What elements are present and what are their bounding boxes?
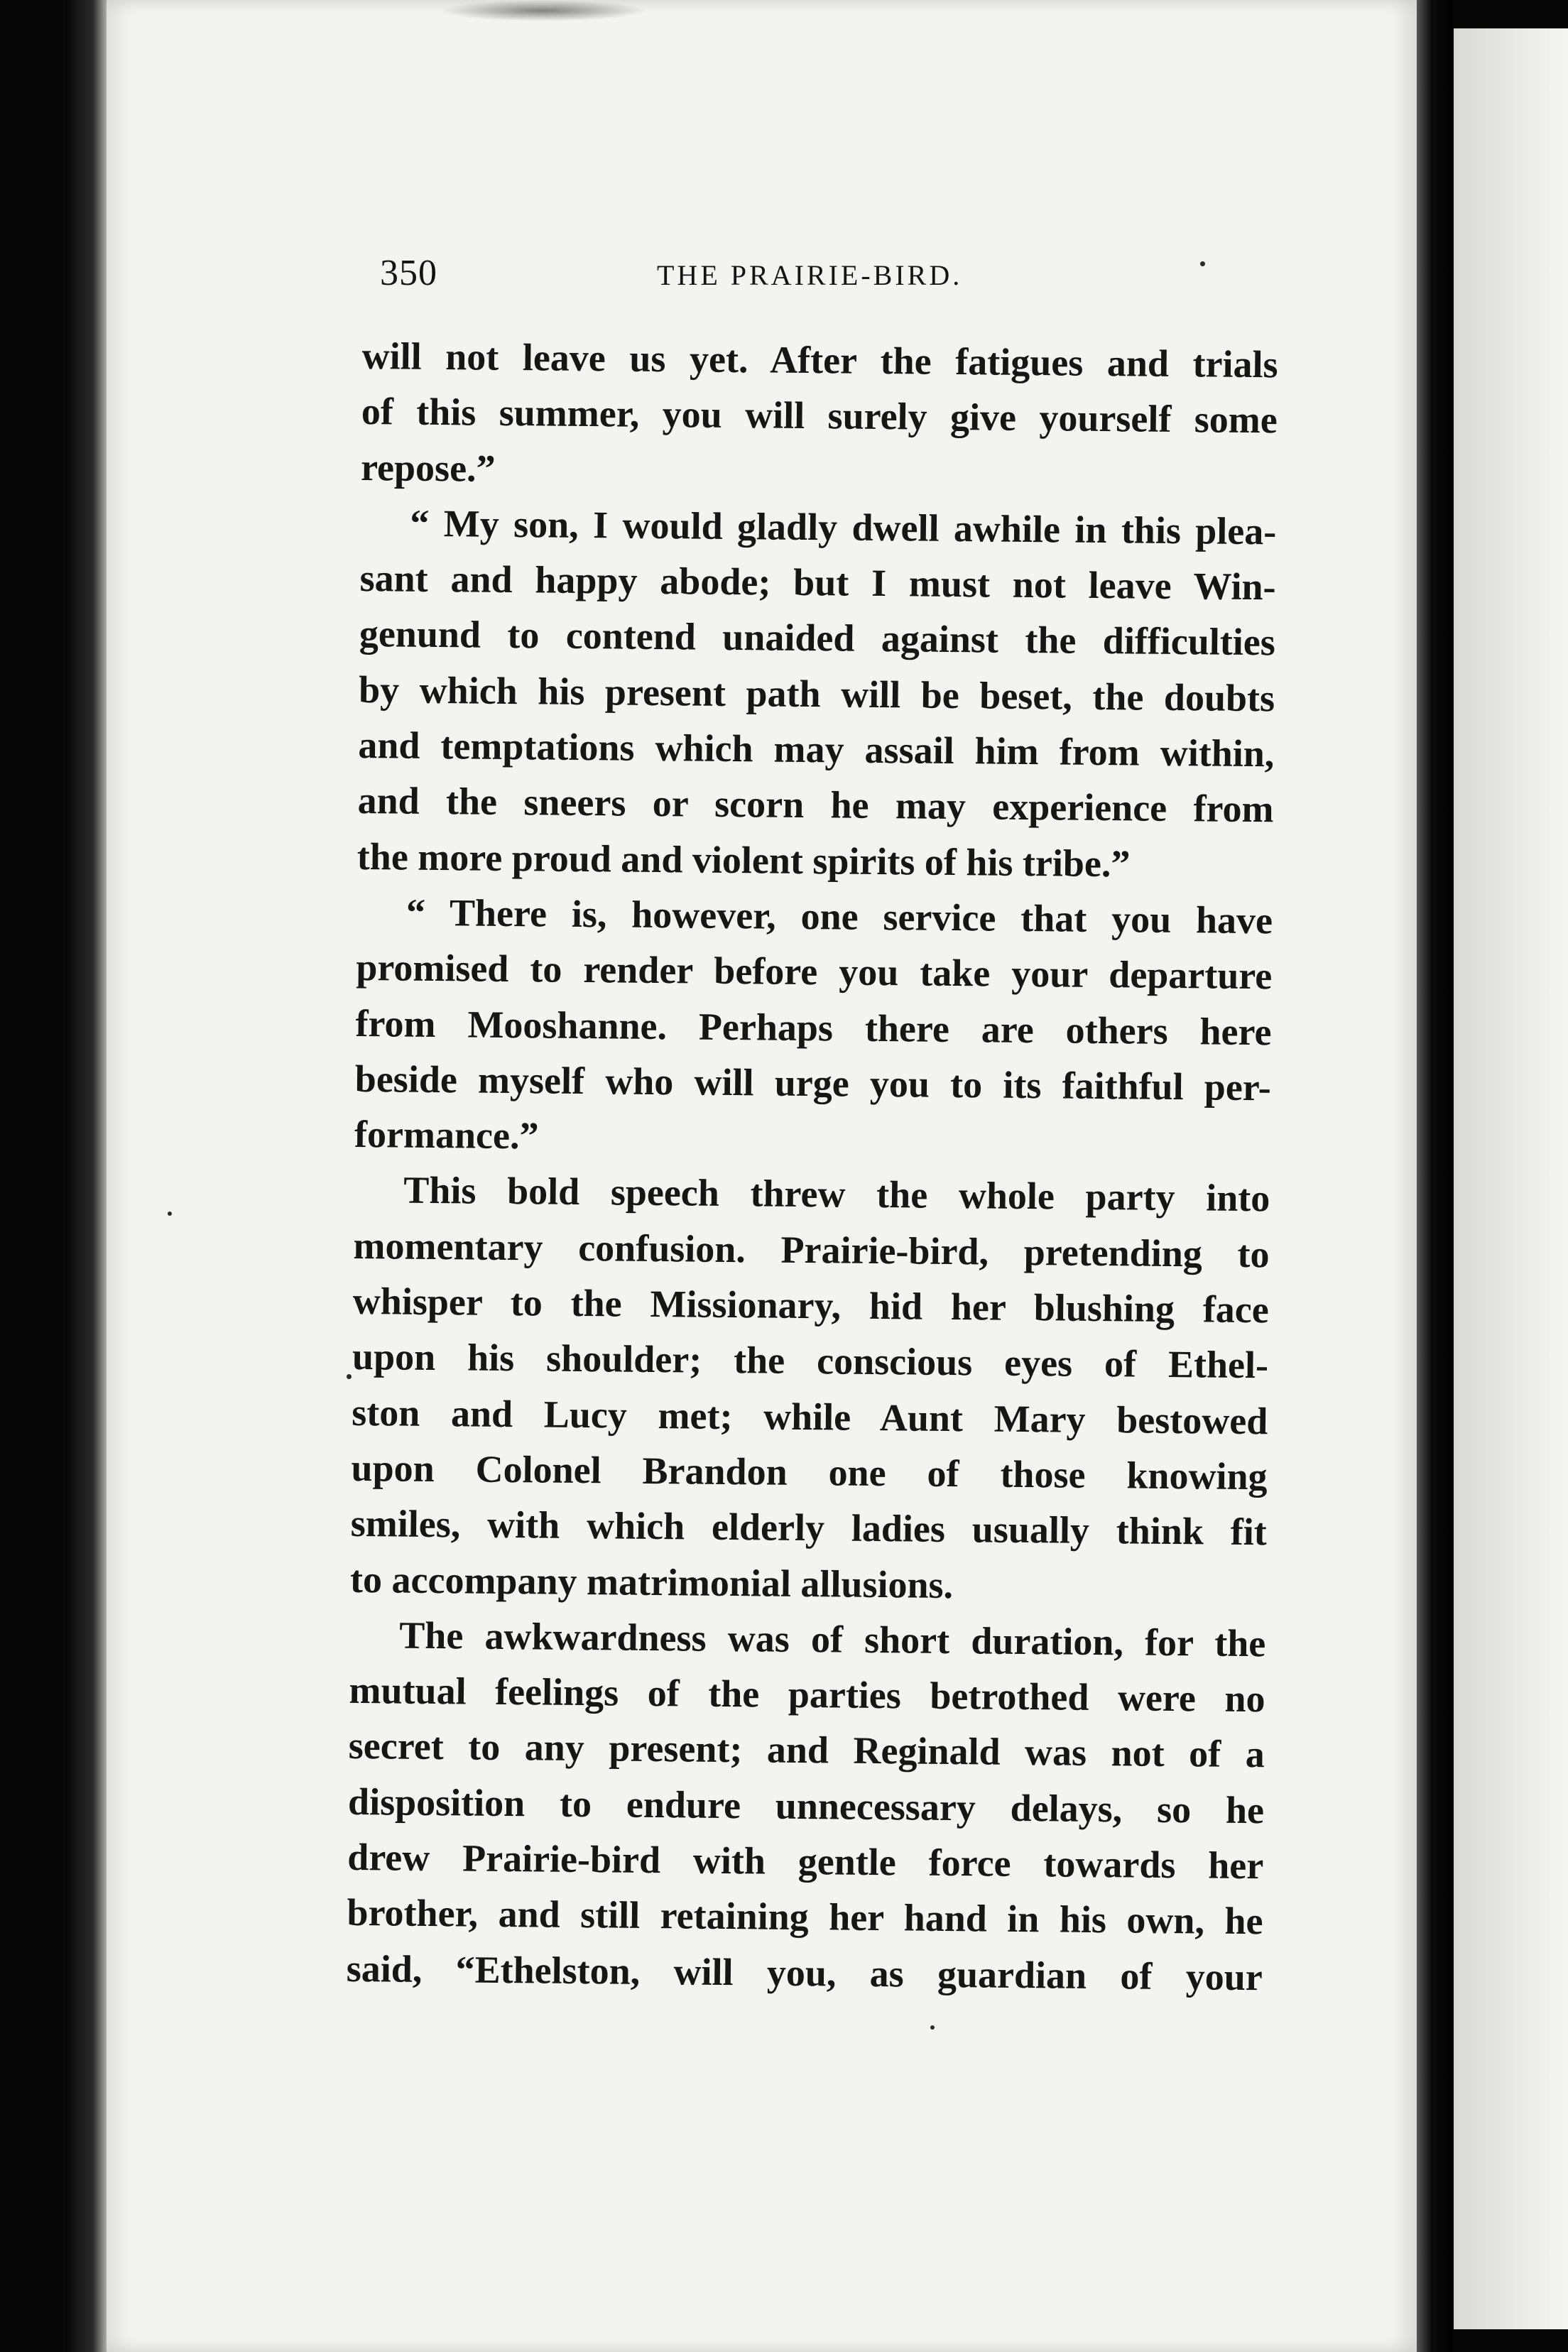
text-line: sant and happy abode; but I must not leave Win- (359, 557, 1276, 609)
text-line: disposition to endure unnecessary delays, so he (347, 1780, 1265, 1832)
print-smudge (440, 0, 646, 21)
text-line: secret to any present; and Reginald was not of a (348, 1724, 1265, 1776)
text-line: drew Prairie-bird with gentle force towards her (347, 1835, 1264, 1888)
text-line: upon his shoulder; the conscious eyes of Ethel- (352, 1335, 1269, 1387)
text-line: and the sneers or scorn he may experience from (357, 779, 1274, 831)
left-page-edge (67, 0, 110, 2352)
text-line: The awkwardness was of short duration, for the (399, 1613, 1266, 1665)
text-line: from Mooshanne. Perhaps there are others here (355, 1001, 1272, 1053)
book-gutter (1417, 0, 1454, 2352)
text-line: momentary confusion. Prairie-bird, pretending to (353, 1224, 1270, 1276)
ink-speck (1200, 261, 1205, 266)
text-line: brother, and still retaining her hand in his own, he (347, 1891, 1263, 1943)
page-number: 350 (380, 253, 437, 293)
ink-speck (930, 2025, 935, 2030)
text-line: said, “Ethelston, will you, as guardian of your (346, 1947, 1263, 1998)
ink-speck (168, 1212, 172, 1216)
ink-speck (347, 1374, 352, 1379)
text-line: repose.” (360, 445, 496, 490)
text-line: the more proud and violent spirits of his tribe.” (356, 834, 1131, 886)
running-title: THE PRAIRIE-BIRD. (657, 259, 963, 291)
text-line: “ My son, I would gladly dwell awhile in this plea- (410, 501, 1277, 553)
text-line: will not leave us yet. After the fatigues and trials (361, 334, 1278, 386)
text-line: genund to contend unaided against the difficulties (359, 612, 1276, 664)
text-line: mutual feelings of the parties betrothed were no (349, 1669, 1265, 1721)
text-line: promised to render before you take your departure (356, 946, 1273, 998)
text-line: formance.” (354, 1113, 539, 1158)
text-line: smiles, with which elderly ladies usually think fit (350, 1502, 1268, 1554)
page-header (380, 252, 1285, 302)
text-line: beside myself who will urge you to its faithful per- (354, 1057, 1272, 1109)
body-text (346, 328, 1278, 2005)
text-line: by which his present path will be beset, the doubts (358, 668, 1275, 720)
text-line: of this summer, you will surely give yourself some (361, 390, 1278, 442)
text-line: This bold speech threw the whole party into (403, 1169, 1270, 1220)
text-line: ston and Lucy met; while Aunt Mary bestowed (352, 1390, 1268, 1442)
text-line: upon Colonel Brandon one of those knowing (351, 1446, 1268, 1498)
text-line: whisper to the Missionary, hid her blushing face (352, 1279, 1270, 1332)
text-line: to accompany matrimonial allusions. (349, 1557, 954, 1606)
facing-page-edge (1454, 28, 1568, 2329)
text-line: and temptations which may assail him from within, (358, 724, 1275, 775)
text-line: “ There is, however, one service that you have (405, 891, 1273, 942)
